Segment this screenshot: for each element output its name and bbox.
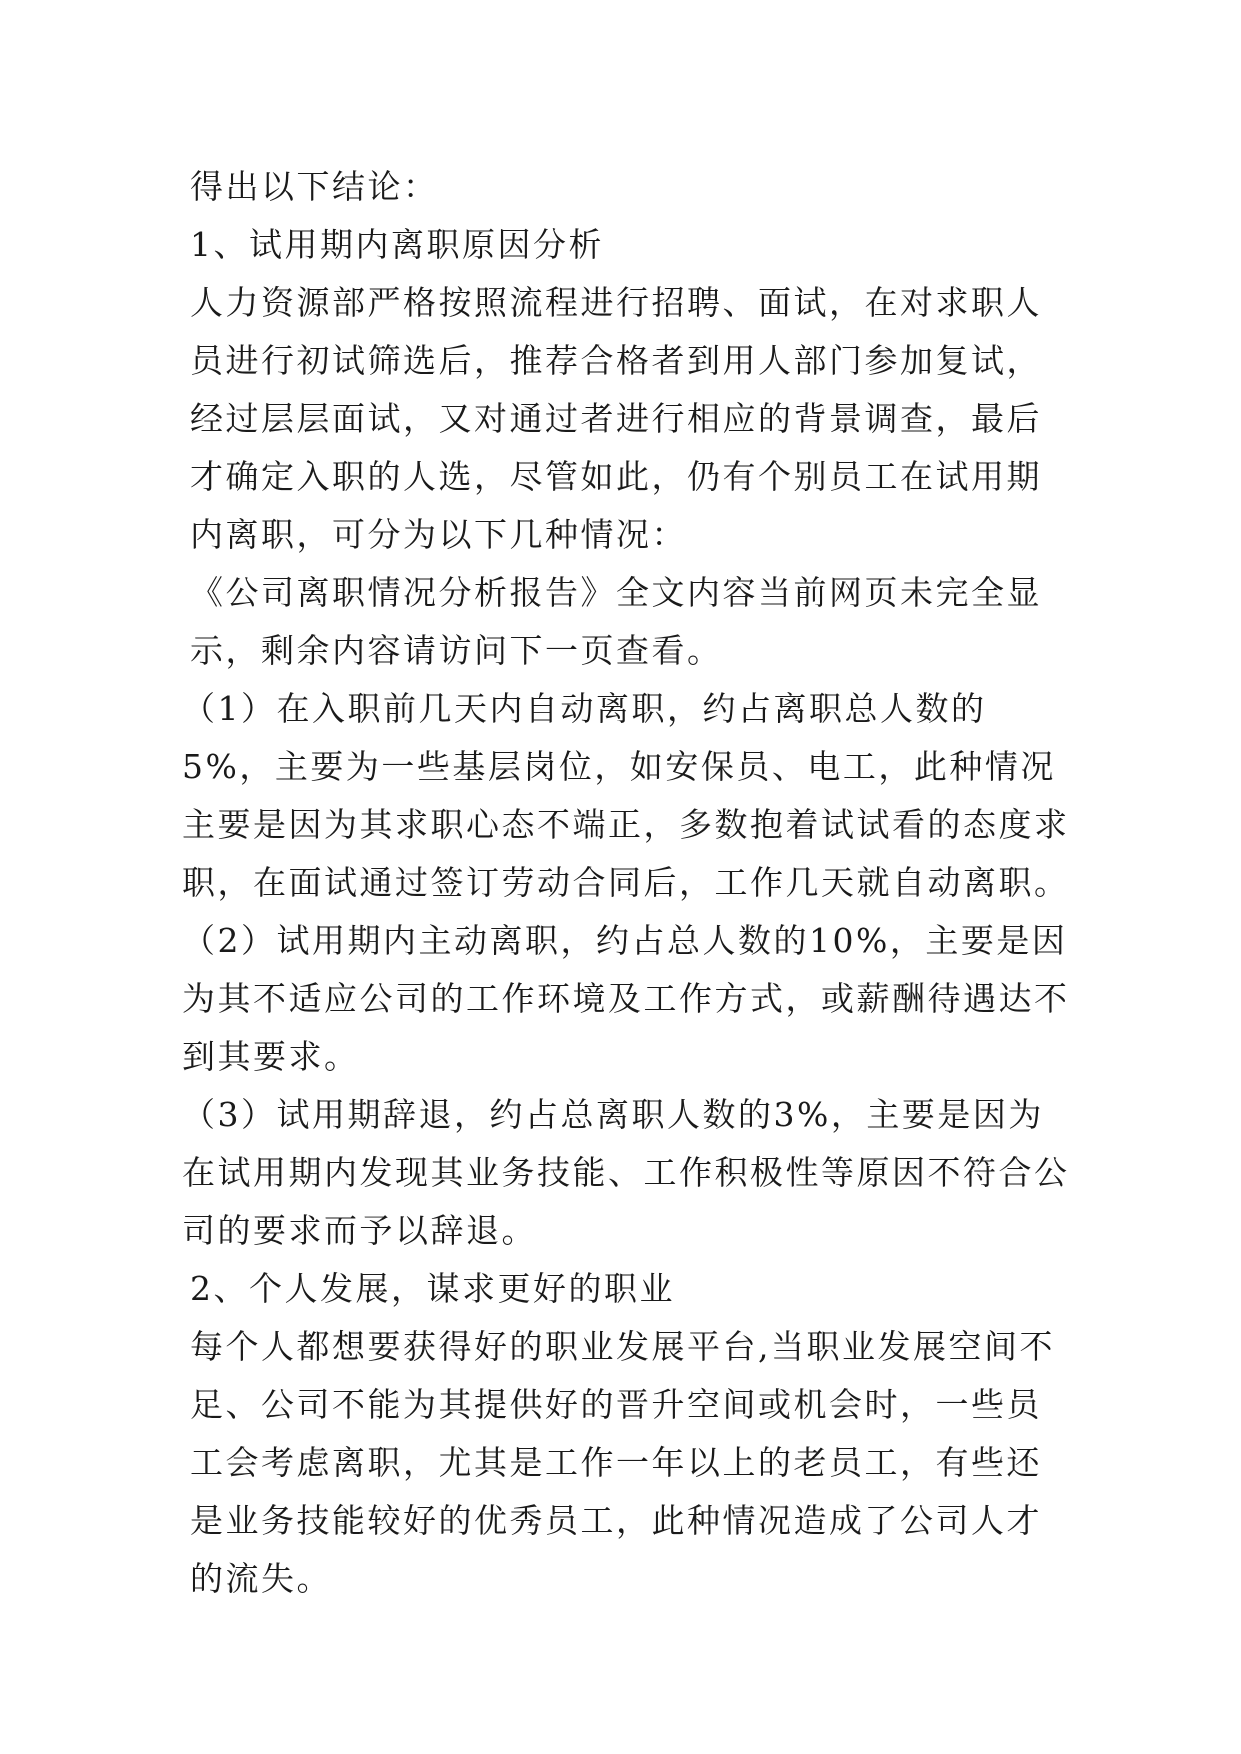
heading-personal-development: 2、个人发展，谋求更好的职业	[190, 1269, 675, 1308]
paragraph-item-2: （2）试用期内主动离职，约占总人数的10%，主要是因为其不适应公司的工作环境及工作方式，或薪酬待遇达不到其要求。	[182, 921, 1070, 1076]
paragraph-conclusion-intro: 得出以下结论：	[190, 167, 439, 206]
paragraph-recruitment-process: 人力资源部严格按照流程进行招聘、面试，在对求职人员进行初试筛选后，推荐合格者到用人部门参加复试，经过层层面试，又对通过者进行相应的背景调查，最后才确定入职的人选，尽管如此，仍有个别员工在试用期内离职，可分为以下几种情况：	[190, 283, 1042, 554]
paragraph-continue-notice: 《公司离职情况分析报告》全文内容当前网页未完全显示，剩余内容请访问下一页查看。	[190, 573, 1042, 670]
paragraph-item-1: （1）在入职前几天内自动离职，约占离职总人数的5%，主要为一些基层岗位，如安保员、电工，此种情况主要是因为其求职心态不端正，多数抱着试试看的态度求职，在面试通过签订劳动合同后，工作几天就自动离职。	[182, 689, 1070, 902]
document-body	[182, 158, 1070, 1608]
paragraph-item-3: （3）试用期辞退，约占总离职人数的3%，主要是因为在试用期内发现其业务技能、工作积极性等原因不符合公司的要求而予以辞退。	[182, 1095, 1070, 1250]
paragraph-career-development: 每个人都想要获得好的职业发展平台,当职业发展空间不足、公司不能为其提供好的晋升空间或机会时，一些员工会考虑离职，尤其是工作一年以上的老员工，有些还是业务技能较好的优秀员工，此种情况造成了公司人才的流失。	[190, 1327, 1055, 1598]
heading-probation-resignation: 1、试用期内离职原因分析	[190, 225, 604, 264]
